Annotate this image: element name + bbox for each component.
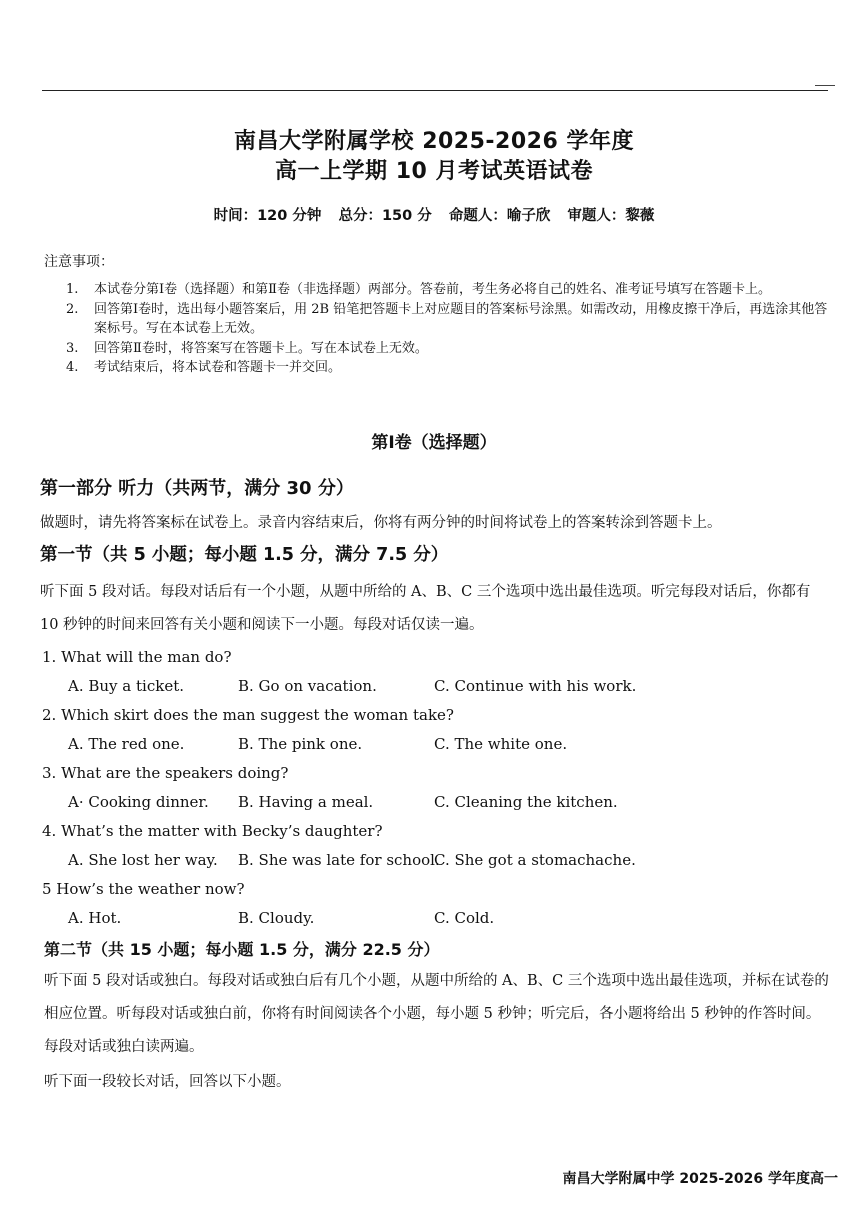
question-4: 4. What’s the matter with Becky’s daughter? xyxy=(42,822,383,840)
note-text: 本试卷分第Ⅰ卷（选择题）和第Ⅱ卷（非选择题）两部分。答卷前，考生务必将自己的姓名、准考证号填写在答题卡上。 xyxy=(94,282,771,297)
option-b: B. She was late for school. xyxy=(238,851,440,869)
note-item xyxy=(66,300,836,339)
option-c: C. She got a stomachache. xyxy=(434,851,636,869)
option-b: B. Go on vacation. xyxy=(238,677,377,695)
part1-intro: 做题时，请先将答案标在试卷上。录音内容结束后，你将有两分钟的时间将试卷上的答案转涂到答题卡上。 xyxy=(40,515,722,531)
exam-total-score: 总分：150 分 xyxy=(338,208,432,224)
notes-heading: 注意事项： xyxy=(44,254,114,270)
section1-instructions: 听下面 5 段对话。每段对话后有一个小题，从题中所给的 A、B、C 三个选项中选出最佳选项。听完每段对话后，你都有 10 秒钟的时间来回答有关小题和阅读下一小题。每段对话仅读一遍。 xyxy=(40,584,811,633)
option-a: A. Hot. xyxy=(68,909,122,927)
section1-heading: 第一节（共 5 小题；每小题 1.5 分，满分 7.5 分） xyxy=(40,545,449,565)
exam-reviewer: 审题人：黎薇 xyxy=(567,208,655,224)
note-number: 4. xyxy=(66,360,79,375)
option-c: C. Cold. xyxy=(434,909,495,927)
question-1: 1. What will the man do? xyxy=(42,648,232,666)
exam-title-line1: 南昌大学附属学校 2025-2026 学年度 xyxy=(234,129,634,154)
option-a: A· Cooking dinner. xyxy=(68,793,209,811)
volume-heading: 第Ⅰ卷（选择题） xyxy=(371,433,497,453)
question-2: 2. Which skirt does the man suggest the woman take? xyxy=(42,706,454,724)
exam-meta xyxy=(0,204,868,225)
option-c: C. The white one. xyxy=(434,735,568,753)
note-text: 回答第Ⅱ卷时，将答案写在答题卡上。写在本试卷上无效。 xyxy=(94,340,428,356)
section2-lead: 听下面一段较长对话，回答以下小题。 xyxy=(44,1074,291,1090)
section2-instructions: 听下面 5 段对话或独白。每段对话或独白后有几个小题，从题中所给的 A、B、C 三个选项中选出最佳选项，并标在试卷的相应位置。听每段对话或独白前，你将有时间阅读各个小题，每小题 5 秒钟；听完后，各小题将给出 5 秒钟的作答时间。每段对话或独白读两遍。 xyxy=(44,973,829,1055)
page-footer: 南昌大学附属中学 2025-2026 学年度高一 xyxy=(562,1171,838,1187)
exam-time: 时间：120 分钟 xyxy=(213,208,322,224)
option-c: C. Continue with his work. xyxy=(434,677,637,695)
notes-list xyxy=(66,280,836,378)
exam-author: 命题人：喻子欣 xyxy=(448,208,551,224)
option-b: B. Having a meal. xyxy=(238,793,374,811)
note-number: 1. xyxy=(66,282,79,297)
option-c: C. Cleaning the kitchen. xyxy=(434,793,618,811)
option-a: A. Buy a ticket. xyxy=(68,677,184,695)
top-rule xyxy=(42,90,828,91)
note-number: 3. xyxy=(66,340,79,356)
note-item xyxy=(66,358,836,378)
note-text: 回答第Ⅰ卷时，选出每小题答案后，用 2B 铅笔把答题卡上对应题目的答案标号涂黑。如需改动，用橡皮擦干净后，再选涂其他答案标号。写在本试卷上无效。 xyxy=(94,301,828,336)
section2-heading: 第二节（共 15 小题；每小题 1.5 分，满分 22.5 分） xyxy=(44,940,440,959)
part1-heading: 第一部分 听力（共两节，满分 30 分） xyxy=(40,478,354,499)
question-5: 5 How’s the weather now? xyxy=(42,880,245,898)
note-text: 考试结束后，将本试卷和答题卡一并交回。 xyxy=(94,360,342,375)
question-3: 3. What are the speakers doing? xyxy=(42,764,289,782)
option-b: B. The pink one. xyxy=(238,735,363,753)
top-rule-tail xyxy=(815,85,835,86)
exam-title-line2: 高一上学期 10 月考试英语试卷 xyxy=(275,159,593,184)
option-a: A. She lost her way. xyxy=(68,851,218,869)
option-b: B. Cloudy. xyxy=(238,909,315,927)
note-item xyxy=(66,280,836,300)
note-item xyxy=(66,339,836,359)
note-number: 2. xyxy=(66,301,79,317)
option-a: A. The red one. xyxy=(68,735,185,753)
